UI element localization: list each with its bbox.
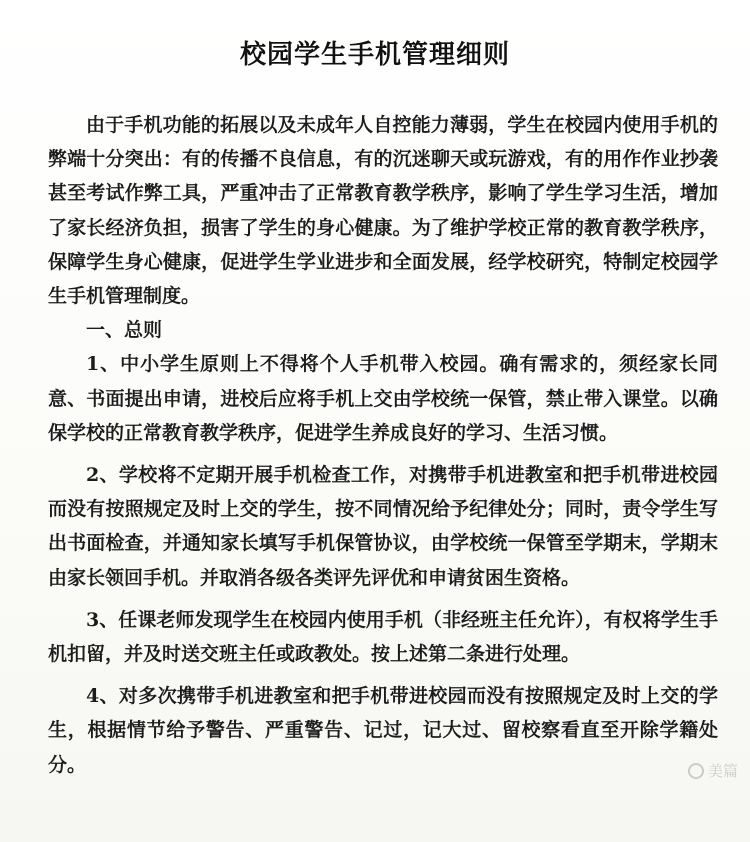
rule-2: 2、学校将不定期开展手机检查工作，对携带手机进教室和把手机带进校园而没有按照规定及时上交的学生，按不同情况给予纪律处分；同时，责令学生写出书面检查，并通知家长填写手机保管协议，由学校统一保管至学期末，学期末由家长领回手机。并取消各级各类评先评优和申请贫困生资格。 xyxy=(48,464,718,589)
rule-1: 1、中小学生原则上不得将个人手机带入校园。确有需求的，须经家长同意、书面提出申请，进校后应将手机上交由学校统一保管，禁止带入课堂。以确保学校的正常教育教学秩序，促进学生养成良好的学习、生活习惯。 xyxy=(48,353,718,444)
watermark-text: 美篇 xyxy=(707,762,738,780)
watermark xyxy=(688,760,738,781)
document-title: 校园学生手机管理细则 xyxy=(239,40,510,70)
intro-paragraph: 由于手机功能的拓展以及未成年人自控能力薄弱，学生在校园内使用手机的弊端十分突出：有的传播不良信息，有的沉迷聊天或玩游戏，有的用作作业抄袭甚至考试作弊工具，严重冲击了正常教育教学秩序，影响了学生学习生活，增加了家长经济负担，损害了学生的身心健康。为了维护学校正常的教育教学秩序，保障学生身心健康，促进学生学业进步和全面发展，经学校研究，特制定校园学生手机管理制度。 xyxy=(48,114,718,308)
rule-4: 4、对多次携带手机进教室和把手机带进校园而没有按照规定及时上交的学生，根据情节给予警告、严重警告、记过，记大过、留校察看直至开除学籍处分。 xyxy=(48,685,718,776)
section-heading: 一、总则 xyxy=(86,319,163,342)
meipian-logo-icon xyxy=(688,763,704,779)
rule-3: 3、任课老师发现学生在校园内使用手机（非经班主任允许），有权将学生手机扣留，并及时送交班主任或政教处。按上述第二条进行处理。 xyxy=(48,608,718,666)
document-body xyxy=(48,108,718,782)
